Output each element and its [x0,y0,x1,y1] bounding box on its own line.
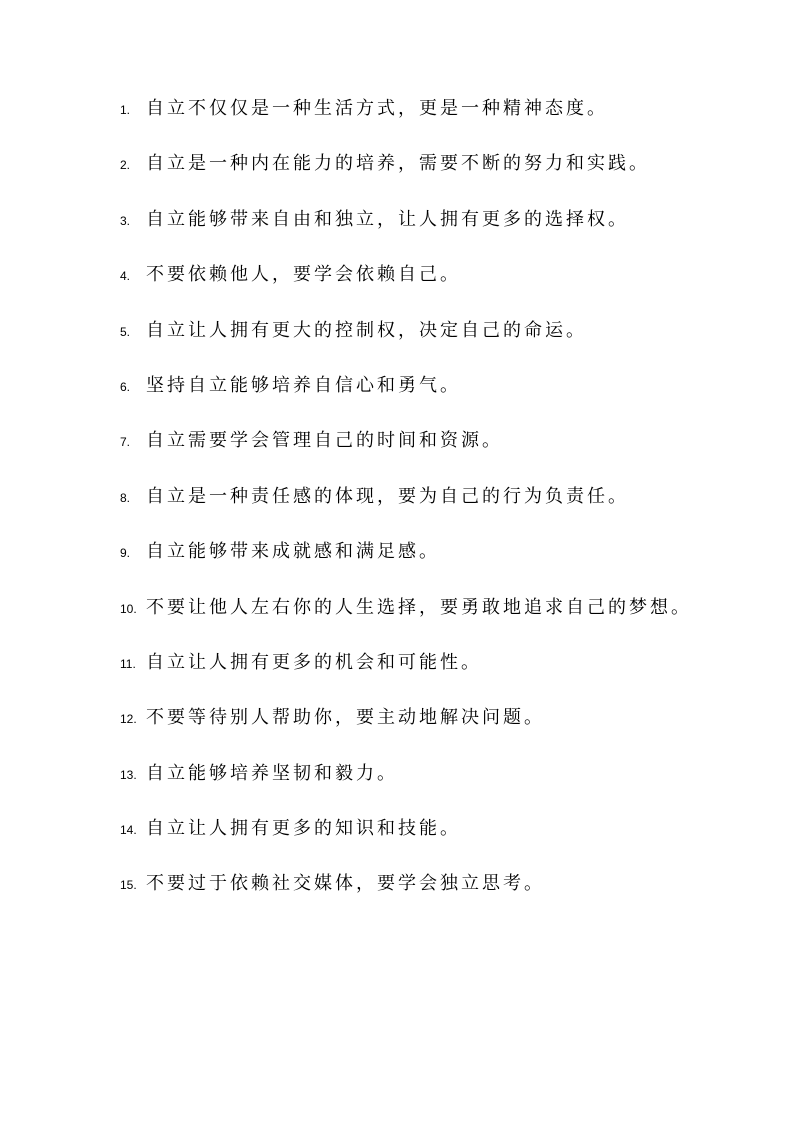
item-text: 自立需要学会管理自己的时间和资源。 [146,430,503,452]
item-text: 自立让人拥有更多的知识和技能。 [146,818,461,840]
item-number: 11. [120,656,136,671]
item-text: 不要依赖他人，要学会依赖自己。 [146,264,461,286]
list-item [120,316,692,371]
list-item [120,426,692,481]
list-item [120,482,692,537]
numbered-list [120,94,692,925]
item-text: 不要过于依赖社交媒体，要学会独立思考。 [146,873,545,895]
item-text: 自立能够带来成就感和满足感。 [146,541,440,563]
item-number: 15. [120,878,137,893]
item-number: 1. [120,103,131,117]
list-item [120,648,692,703]
item-text: 自立让人拥有更大的控制权，决定自己的命运。 [146,319,587,341]
item-number: 13. [120,767,137,782]
item-number: 5. [120,324,131,339]
item-text: 坚持自立能够培养自信心和勇气。 [146,374,461,396]
item-number: 4. [120,269,131,284]
list-item [120,371,692,426]
list-item [120,149,692,204]
item-number: 8. [120,490,131,505]
list-item [120,94,692,149]
item-text: 不要让他人左右你的人生选择，要勇敢地追求自己的梦想。 [146,596,692,618]
item-text: 自立让人拥有更多的机会和可能性。 [146,651,482,673]
list-item [120,593,692,648]
item-number: 3. [120,213,131,228]
item-text: 自立是一种内在能力的培养，需要不断的努力和实践。 [146,153,650,175]
item-number: 6. [120,379,131,394]
list-item [120,814,692,869]
list-item [120,205,692,260]
list-item [120,869,692,924]
item-number: 2. [120,158,131,173]
item-number: 7. [120,435,131,450]
item-text: 自立能够培养坚韧和毅力。 [146,762,398,784]
item-text: 不要等待别人帮助你，要主动地解决问题。 [146,707,545,729]
item-number: 10. [120,601,137,616]
item-text: 自立能够带来自由和独立，让人拥有更多的选择权。 [146,208,629,230]
item-number: 14. [120,823,137,838]
item-number: 12. [120,712,137,727]
list-item [120,759,692,814]
list-item [120,703,692,758]
item-number: 9. [120,546,131,561]
item-text: 自立是一种责任感的体现，要为自己的行为负责任。 [146,485,629,507]
list-item [120,537,692,592]
item-text: 自立不仅仅是一种生活方式，更是一种精神态度。 [146,98,608,119]
list-item [120,260,692,315]
